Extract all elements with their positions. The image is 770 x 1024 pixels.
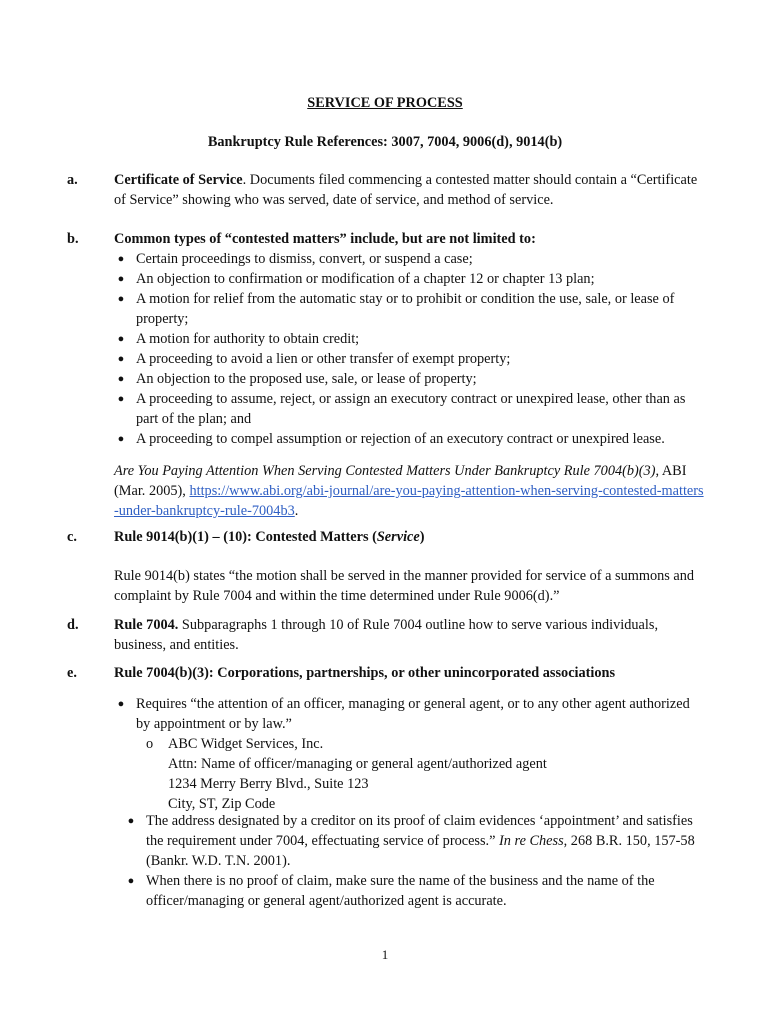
list-item: ● An objection to the proposed use, sale, or lease of property; [114,369,707,389]
section-letter: c. [67,529,77,545]
section-c-paragraph: Rule 9014(b) states “the motion shall be served in the manner provided for service of a summons and complaint by Rule 7004 and within the time determined under Rule 9006(d).” [114,568,695,604]
bullet-icon: ● [117,293,125,305]
address-example: o ABC Widget Services, Inc. Attn: Name of officer/managing or general agent/authorized agent 1234 Merry Berry Blvd., Suite 123 City, ST, Zip Code [146,736,547,812]
list-item: ● A proceeding to compel assumption or rejection of an executory contract or unexpired lease. [114,429,707,449]
list-item: ● A motion for authority to obtain credit; [114,329,707,349]
section-d-body: Rule 7004. Subparagraphs 1 through 10 of Rule 7004 outline how to serve various individuals, business, and entities. [114,617,659,653]
section-d-heading: Rule 7004. [114,617,179,633]
section-letter: e. [67,665,77,681]
section-c-heading: Rule 9014(b)(1) – (10): Contested Matters (Service) [114,529,425,545]
section-e [67,663,707,683]
section-letter: a. [67,172,78,188]
section-c-body [114,527,707,547]
list-item: ● When there is no proof of claim, make sure the name of the business and the name of the officer/managing or general agent/authorized agent is accurate. [124,871,707,911]
list-item: ● A motion for relief from the automatic stay or to prohibit or condition the use, sale, or lease of property; [114,289,707,329]
bullet-icon: ● [117,253,125,265]
section-e-heading: Rule 7004(b)(3): Corporations, partnerships, or other unincorporated associations [114,665,616,681]
bullet-icon: ● [117,353,125,365]
bullet-icon: ● [117,333,125,345]
circle-bullet-icon: o [146,736,154,752]
abi-article-link[interactable]: https://www.abi.org/abi-journal/are-you-paying-attention-when-serving-contested-matters-under-bankruptcy-rule-7004b3 [114,483,704,519]
list-item: ● Requires “the attention of an officer, managing or general agent, or to any other agent authorized by appointment or by law.” o ABC Widget Services, Inc. Attn: Name of officer/managing or general agent/authorized agent 1234 Merry Berry Blvd., Suite 123 City, ST, Zip Code [114,694,707,814]
section-a-body [114,170,707,210]
bullet-icon: ● [117,393,125,405]
section-b-heading: Common types of “contested matters” include, but are not limited to: [114,231,536,247]
section-a-heading: Certificate of Service [114,172,243,188]
list-item: ● A proceeding to assume, reject, or assign an executory contract or unexpired lease, other than as part of the plan; and [114,389,707,429]
bullet-icon: ● [117,373,125,385]
page-title: SERVICE OF PROCESS [307,95,463,111]
rule-references: Bankruptcy Rule References: 3007, 7004, 9006(d), 9014(b) [207,134,563,150]
bullet-icon: ● [117,698,125,710]
section-a [67,170,707,210]
section-e-body [114,663,707,683]
bullet-icon: ● [117,433,125,445]
section-d [67,615,707,655]
bullet-icon: ● [127,875,135,887]
list-item: ● Certain proceedings to dismiss, convert, or suspend a case; [114,249,707,269]
section-b-body [114,229,707,521]
page-number: 1 [381,947,389,962]
section-a-text: . Documents filed commencing a contested matter should contain a “Certificate of Service” showing who was served, date of service, and method of service. [114,172,698,208]
bullet-icon: ● [127,815,135,827]
citation-title: Are You Paying Attention When Serving Contested Matters Under Bankruptcy Rule 7004(b)(3) [114,463,656,479]
section-letter: b. [67,231,79,247]
section-e-list-2 [67,811,707,911]
citation: Are You Paying Attention When Serving Contested Matters Under Bankruptcy Rule 7004(b)(3), ABI (Mar. 2005), https://www.abi.org/abi-journal/are-you-paying-attention-when-serving-contested-matters-under-bankruptcy-rule-7004b3. [114,463,704,519]
bullet-icon: ● [117,273,125,285]
contested-matters-list [114,249,707,449]
list-item: ● A proceeding to avoid a lien or other transfer of exempt property; [114,349,707,369]
section-e-list [67,694,707,814]
list-item: ● An objection to confirmation or modification of a chapter 12 or chapter 13 plan; [114,269,707,289]
section-b [67,229,707,521]
list-item: ● The address designated by a creditor on its proof of claim evidences ‘appointment’ and satisfies the requirement under 7004, effectuating service of process.” In re Chess, 268 B.R. 150, 157-58 (Bankr. W.D. T.N. 2001). [124,811,707,871]
section-c [67,527,707,547]
section-letter: d. [67,617,79,633]
